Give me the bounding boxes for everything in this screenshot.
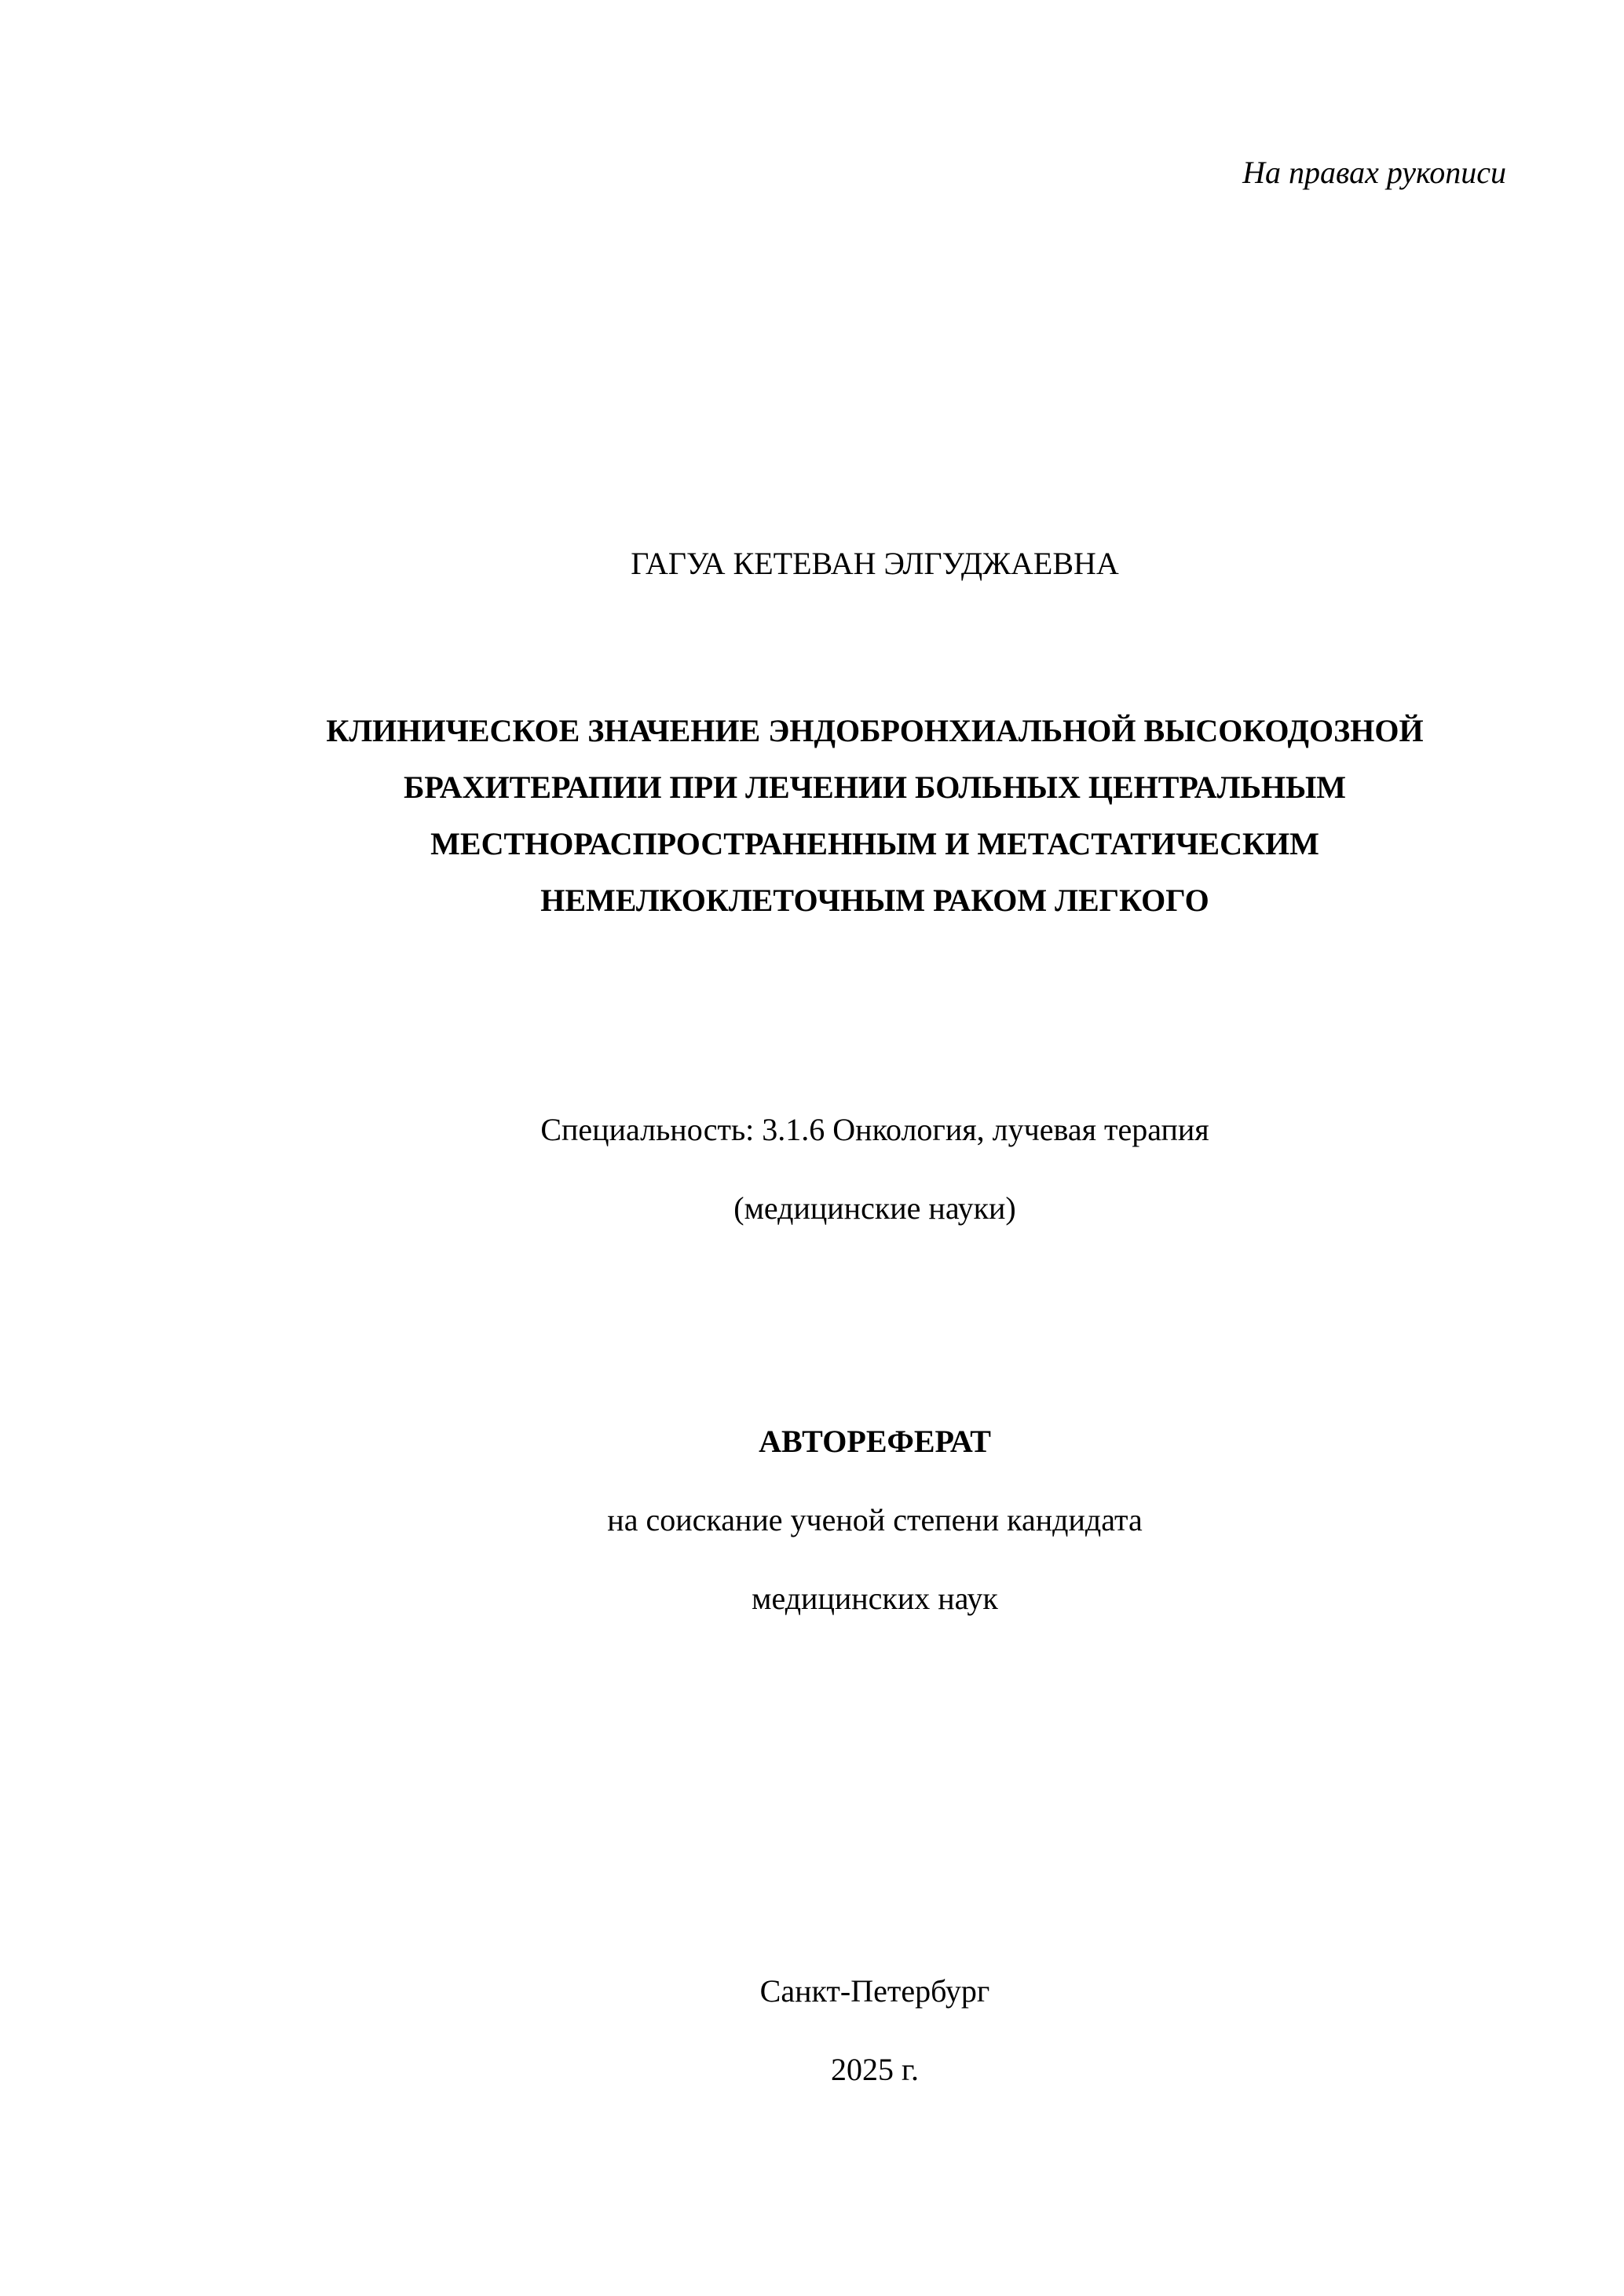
degree-line-2: медицинских наук [752,1581,998,1616]
title-line-2: БРАХИТЕРАПИИ ПРИ ЛЕЧЕНИИ БОЛЬНЫХ ЦЕНТРАЛЬНЫМ [403,770,1347,805]
title-line-3: МЕСТНОРАСПРОСТРАНЕННЫМ И МЕТАСТАТИЧЕСКИМ [430,826,1319,861]
title-line-1: КЛИНИЧЕСКОЕ ЗНАЧЕНИЕ ЭНДОБРОНХИАЛЬНОЙ ВЫСОКОДОЗНОЙ [326,713,1424,748]
dissertation-title [63,703,1624,929]
year: 2025 г. [831,2052,919,2087]
degree-line-1: на соискание ученой степени кандидата [607,1502,1143,1537]
author-name: ГАГУА КЕТЕВАН ЭЛГУДЖАЕВНА [631,546,1119,581]
manuscript-note: На правах рукописи [1242,155,1506,190]
title-line-4: НЕМЕЛКОКЛЕТОЧНЫМ РАКОМ ЛЕГКОГО [540,883,1209,918]
document-type: АВТОРЕФЕРАТ [759,1424,991,1459]
specialty-line: Специальность: 3.1.6 Онкология, лучевая терапия [540,1112,1209,1147]
city: Санкт-Петербург [759,1973,990,2009]
specialty-field: (медицинские науки) [733,1190,1016,1226]
